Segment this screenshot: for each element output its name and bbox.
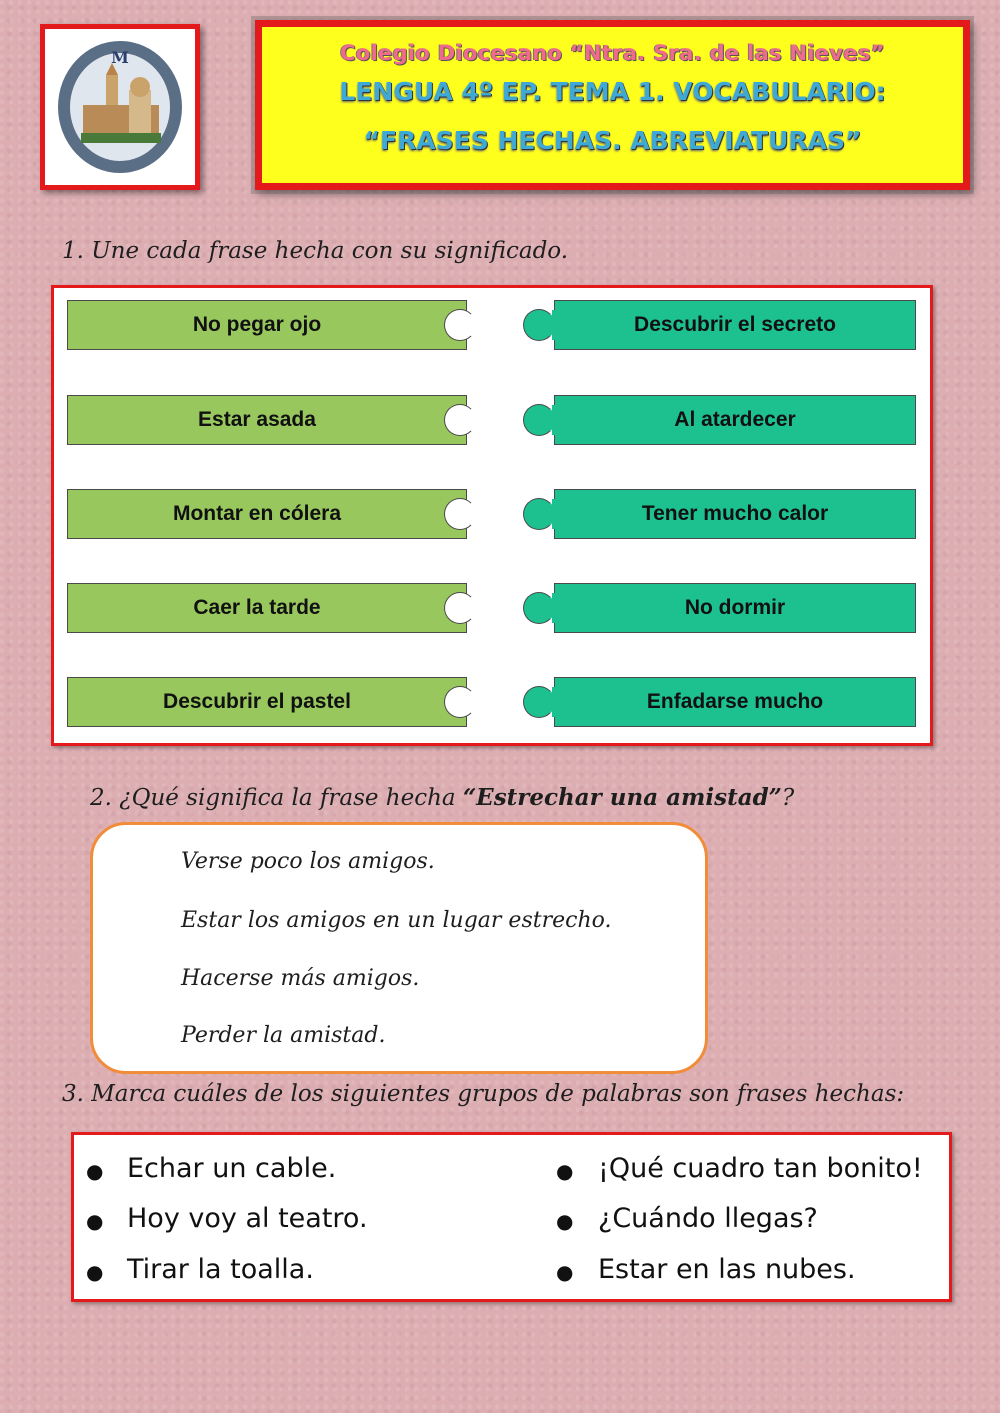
phrase-piece[interactable] (67, 677, 467, 727)
school-seal-icon (51, 35, 189, 179)
meaning-piece[interactable] (554, 583, 916, 633)
tab-joint (552, 405, 556, 435)
puzzle-tab-icon (523, 404, 555, 436)
puzzle-tab-icon (523, 686, 555, 718)
tab-joint (552, 310, 556, 340)
meaning-piece[interactable] (554, 489, 916, 539)
phrase-label: Caer la tarde (193, 596, 321, 619)
q2-prompt (90, 784, 794, 811)
bullet-icon: ● (556, 1159, 574, 1183)
multiple-choice-box (90, 822, 708, 1074)
phrase-option[interactable]: ¿Cuándo llegas? (598, 1203, 818, 1234)
tab-joint (552, 499, 556, 529)
tab-joint (552, 593, 556, 623)
phrase-option[interactable]: ¡Qué cuadro tan bonito! (598, 1153, 923, 1184)
meaning-label: Al atardecer (674, 408, 796, 431)
meaning-label: No dormir (684, 596, 786, 619)
q2-prompt-before: 2. ¿Qué significa la frase hecha (90, 785, 463, 811)
matching-exercise (51, 285, 933, 746)
meaning-label: Enfadarse mucho (646, 690, 824, 713)
phrase-option[interactable]: Hoy voy al teatro. (127, 1203, 368, 1234)
phrase-piece[interactable] (67, 395, 467, 445)
puzzle-tab-icon (523, 592, 555, 624)
meaning-piece[interactable] (554, 677, 916, 727)
puzzle-tab-icon (523, 498, 555, 530)
bullet-icon: ● (86, 1260, 104, 1284)
q3-prompt: 3. Marca cuáles de los siguientes grupos de palabras son frases hechas: (62, 1081, 905, 1107)
header-banner (255, 20, 970, 190)
bullet-icon: ● (86, 1209, 104, 1233)
puzzle-tab-icon (523, 309, 555, 341)
puzzle-socket-icon (444, 309, 476, 341)
phrase-option[interactable]: Echar un cable. (127, 1153, 337, 1184)
school-name: Colegio Diocesano “Ntra. Sra. de las Nieves” (340, 41, 885, 65)
phrase-label: Estar asada (198, 408, 316, 431)
meaning-piece[interactable] (554, 395, 916, 445)
bullet-icon: ● (86, 1159, 104, 1183)
phrase-piece[interactable] (67, 489, 467, 539)
svg-text:M: M (111, 48, 129, 67)
phrase-selection-box (71, 1132, 952, 1302)
document-title-line2: “FRASES HECHAS. ABREVIATURAS” (363, 126, 862, 155)
phrase-label: No pegar ojo (192, 313, 322, 336)
answer-option[interactable]: Estar los amigos en un lugar estrecho. (181, 908, 612, 933)
bullet-icon: ● (556, 1260, 574, 1284)
answer-option[interactable]: Verse poco los amigos. (181, 849, 435, 874)
q2-prompt-phrase: “Estrechar una amistad” (462, 784, 782, 811)
phrase-label: Descubrir el pastel (163, 690, 351, 713)
meaning-label: Tener mucho calor (641, 502, 829, 525)
meaning-piece[interactable] (554, 300, 916, 350)
bullet-icon: ● (556, 1209, 574, 1233)
tab-joint (552, 687, 556, 717)
phrase-piece[interactable] (67, 583, 467, 633)
answer-option[interactable]: Perder la amistad. (181, 1023, 386, 1048)
puzzle-socket-icon (444, 686, 476, 718)
puzzle-socket-icon (444, 592, 476, 624)
phrase-option[interactable]: Tirar la toalla. (127, 1254, 314, 1285)
puzzle-socket-icon (444, 404, 476, 436)
school-logo (40, 24, 200, 190)
q2-prompt-after: ? (781, 785, 795, 811)
q1-prompt: 1. Une cada frase hecha con su significado. (62, 238, 569, 264)
phrase-option[interactable]: Estar en las nubes. (598, 1254, 856, 1285)
document-title-line1: LENGUA 4º EP. TEMA 1. VOCABULARIO: (339, 77, 886, 106)
puzzle-socket-icon (444, 498, 476, 530)
phrase-label: Montar en cólera (172, 502, 342, 525)
answer-option[interactable]: Hacerse más amigos. (181, 966, 420, 991)
phrase-piece[interactable] (67, 300, 467, 350)
meaning-label: Descubrir el secreto (634, 313, 836, 336)
